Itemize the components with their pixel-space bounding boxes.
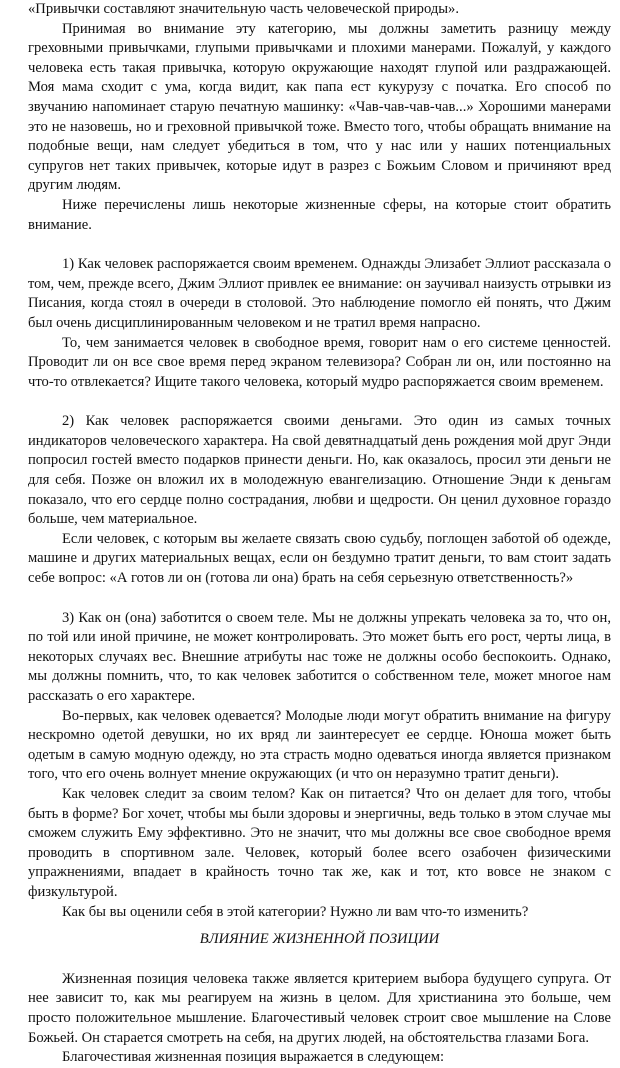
paragraph-body-2: Во-первых, как человек одевается? Молодые люди могут обратить внимание на фигуру нескромно одетой девушки, но их вряд ли заинтересует ее сердце. Юноша может быть одетым в самую модную одежду, но эта страсть модно одеваться иногда является признаком того, что его очень волнует мнение окружающих (и что он неразумно тратит деньги).	[28, 707, 611, 783]
paragraph-time-1: 1) Как человек распоряжается своим временем. Однажды Элизабет Эллиот рассказала о том, чем, прежде всего, Джим Эллиот привлек ее внимание: он заучивал наизусть отрывки из Писания, когда стоял в очереди в столовой. Это наблюдение помогло ей понять, что Джим был очень дисциплинированным человеком и не тратил время напрасно.	[28, 256, 611, 331]
paragraph-time-2: То, чем занимается человек в свободное время, говорит нам о его системе ценностей. Проводит ли он все свое время перед экраном телевизора? Собран ли он, или постоянно на что-то отвлекается? Ищите такого человека, который мудро распоряжается своим временем.	[28, 334, 611, 390]
paragraph-self-assessment: Как бы вы оценили себя в этой категории? Нужно ли вам что-то изменить?	[62, 903, 529, 920]
paragraph-attitude-1: Жизненная позиция человека также является критерием выбора будущего супруга. От нее зависит то, как мы реагируем на жизнь в целом. Для христианина это больше, чем просто положительное мышление. Благочестивый человек строит свое мышление на Слове Божьей. Он старается смотреть на себя, на других людей, на обстоятельства глазами Бога.	[28, 970, 611, 1046]
paragraph-attitude-2: Благочестивая жизненная позиция выражается в следующем:	[62, 1049, 445, 1066]
paragraph-money-2: Если человек, с которым вы желаете связать свою судьбу, поглощен заботой об одежде, машине и других материальных вещах, если он бездумно тратит деньги, то вам стоит задать себе вопрос: «А готов ли он (готова ли она) брать на себя серьезную ответственность?»	[28, 530, 611, 587]
spacer	[28, 392, 611, 412]
paragraph-spheres-intro: Ниже перечислены лишь некоторые жизненные сферы, на которые стоит обратить внимание.	[28, 196, 611, 233]
spacer	[28, 589, 611, 609]
paragraph-body-3: Как человек следит за своим телом? Как он питается? Что он делает для того, чтобы быть в форме? Бог хочет, чтобы мы были здоровы и энергичны, ведь только в этом случае мы сможем служить Ему эффективно. Это не значит, что мы должны все свое свободное время проводить в спортивном зале. Человек, который более всего озабочен физическими упражнениями, впадает в крайность точно так же, как и тот, кто вовсе не знаком с физкультурой.	[28, 785, 611, 900]
spacer	[28, 922, 611, 930]
paragraph-body-1: 3) Как он (она) заботится о своем теле. Мы не должны упрекать человека за то, что он, по той или иной причине, не может контролировать. Это может быть его рост, черты лица, в некоторых случаях вес. Внешние атрибуты нас тоже не должны особо беспокоить. Однако, мы должны помнить, что, то как человек заботится о собственном теле, может многое нам рассказать о его характере.	[28, 609, 611, 704]
paragraph-quote: «Привычки составляют значительную часть человеческой природы».	[28, 1, 459, 17]
spacer	[28, 235, 611, 255]
paragraph-habits: Принимая во внимание эту категорию, мы должны заметить разницу между греховными привычками, глупыми привычками и плохими манерами. Пожалуй, у каждого человека есть такая привычка, которую окружающие находят глупой или раздражающей. Моя мама сходит с ума, когда видит, как папа ест кукурузу с початка. Его способ по звучанию напоминает старую печатную машинку: «Чав-чав-чав-чав...» Хорошими манерами это не назовешь, но и греховной привычкой тоже. Вместо того, чтобы обращать внимание на подобные вещи, нам следует убедиться в том, что у нас или у наших потенциальных супругов нет таких привычек, которые идут в разрез с Божьим Словом и причиняют вред другим людям.	[28, 20, 611, 194]
paragraph-money-1: 2) Как человек распоряжается своими деньгами. Это один из самых точных индикаторов человеческого характера. На свой девятнадцатый день рождения мой друг Энди попросил гостей вместо подарков принести деньги. Но, как оказалось, просил эти деньги не для себя. Позже он вложил их в молодежную евангелизацию. Отношение Энди к деньгам показало, что его сердце полно сострадания, любви и щедрости. Он ценил духовное гораздо больше, чем материальное.	[28, 413, 611, 528]
section-heading: ВЛИЯНИЕ ЖИЗНЕННОЙ ПОЗИЦИИ	[199, 931, 440, 948]
spacer	[28, 950, 611, 970]
